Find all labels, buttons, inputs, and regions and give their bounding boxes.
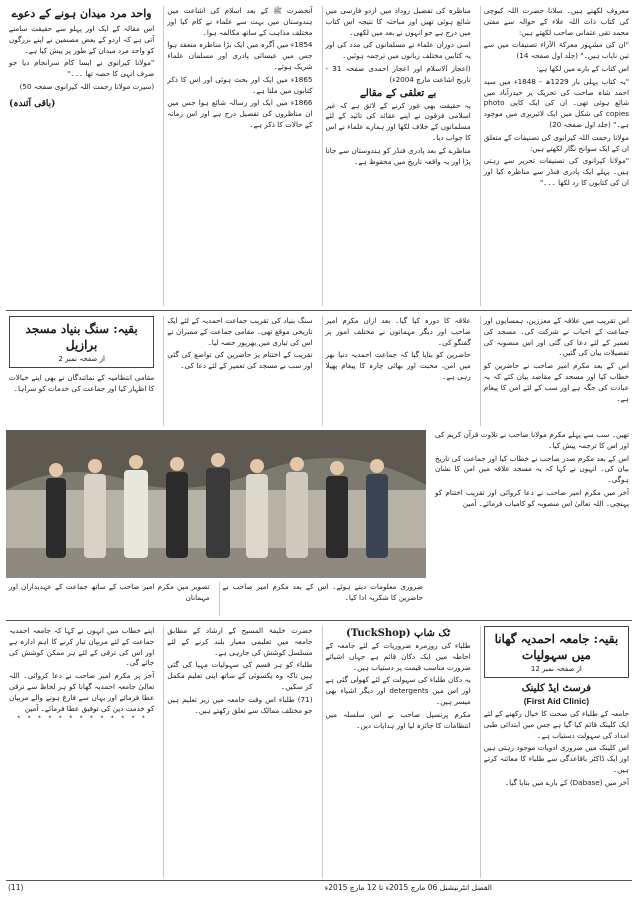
newspaper-page: [6, 6, 632, 896]
end-of-article-stars: * * * * * * * * * * * * *: [16, 716, 147, 725]
continuation-page-ref: از صفحہ نمبر 2: [58, 355, 105, 363]
paragraph: تقریب کے اختتام پر حاضرین کی تواضع کی گئی اور سب نے مسجد کی تعمیر کے لئے دعا کی۔: [167, 350, 313, 371]
middle-section: [6, 316, 632, 616]
article-subheading-english: (First Aid Clinic): [523, 696, 590, 706]
photo-caption-column-1: [219, 582, 427, 616]
paragraph: یہ دکان طلباء کی سہولت کے لئے کھولی گئی ہے اور اس میں detergents اور دیگر اشیاء بھی میسر ہیں۔: [325, 675, 471, 706]
top-column-3: [163, 6, 315, 306]
continuation-title: بقیہ: جامعہ احمدیہ گھانا میں سہولیات: [494, 632, 619, 662]
bottom-column-4: [6, 626, 157, 878]
bottom-section: [6, 626, 632, 878]
paragraph: اپنے خطاب میں انہوں نے کہا کہ جامعہ احمدیہ جماعت کے لئے مربیان تیار کرنے کا اہم ادارہ ہے اور اس کی ترقی کے لئے ہر ممکن کوشش کی جائے گی۔: [9, 626, 155, 668]
paragraph: آخر میں (Dabase) کے بارے میں بتایا گیا۔: [504, 777, 629, 787]
middle-column-4: [6, 316, 157, 426]
paragraph: "یہ کتاب پہلی بار 1229ھ - 1848ء میں سید احمد شاہ صاحب کی تحریک پر حیدرآباد میں شائع ہوئی تھی۔ ان کی ایک کاپی photo copies کی شکل میں ایک لائبریری میں موجود ہے۔" (جلد اول صفحہ 20): [483, 76, 630, 129]
paragraph: اس کے بعد مکرم صدر صاحب نے خطاب کیا اور جماعت کی تاریخ بیان کی۔ انہوں نے کہا کہ یہ مسجد علاقہ میں امن کا نشان ہوگی۔: [435, 453, 629, 485]
middle-column-2: [322, 316, 474, 426]
continuation-box: [484, 626, 629, 678]
middle-column-3: [163, 316, 315, 426]
paragraph: مولانا رحمت اللہ کیرانوی کی تصنیفات کے متعلق ان کے ایک سوانح نگار لکھتے ہیں:: [483, 132, 629, 153]
paragraph: "مولانا کیرانوی نے ایسا کام سرانجام دیا جو صرف انہی کا حصہ تھا ۔۔۔": [9, 58, 155, 79]
paragraph: اس کتاب کے بارے میں لکھا ہے:: [536, 63, 629, 73]
continued-label: (باقی آئندہ): [9, 98, 56, 109]
continuation-title: بقیہ: سنگ بنیاد مسجد برازیل: [25, 322, 138, 352]
article-title: واحد مرد میدان ہونے کے دعوے: [11, 7, 152, 20]
top-column-1: [480, 6, 632, 306]
continuation-box: [9, 316, 154, 368]
paragraph: اس کے بعد مکرم امیر صاحب نے حاضرین کو خطاب کیا اور مسجد کے مقاصد بیان کئے کہ یہ عبادت کی جگہ ہے اور سب کے لئے امن کا پیغام ہے۔: [483, 361, 629, 403]
heading-english: (TuckShop): [346, 628, 411, 639]
photo-caption-column-2: [6, 582, 213, 616]
bottom-column-1: [480, 626, 632, 878]
paragraph: طلباء کی روزمرہ ضروریات کے لئے جامعہ کے احاطہ میں ایک دکان قائم ہے جہاں اشیائے ضرورت مناسب قیمت پر دستیاب ہیں۔: [325, 641, 471, 672]
paragraph: حضرت خلیفۃ المسیح کے ارشاد کے مطابق جامعہ میں تعلیمی معیار بلند کرنے کے لئے مسلسل کوشش کی جارہی ہے۔: [167, 626, 313, 657]
bottom-column-3: [163, 626, 315, 878]
paragraph: علاقہ کا دورہ کیا گیا۔ بعد ازاں مکرم امیر صاحب اور دیگر مہمانوں نے مختلف امور پر گفتگو کی۔: [325, 316, 471, 347]
paragraph: آخر پر مکرم امیر صاحب نے دعا کروائی۔ اللہ تعالیٰ جامعہ احمدیہ گھانا کو ہر لحاظ سے ترقی عطا فرمائے اور یہاں سے فارغ ہونے والے مربیان کو خدمت دین کی توفیق عطا فرمائے۔ آمین: [9, 671, 155, 713]
paragraph: یہ حقیقت بھی غور کرنے کے لائق ہے کہ غیر اسلامی فرقوں نے اپنے عقائد کی تائید کے لئے مسلمانوں کے خلاف لکھا اور ہمارے علماء نے اس کا جواب دیا۔: [325, 100, 471, 142]
paragraph: طلباء کو ہر قسم کی سہولیات مہیا کی گئی ہیں تاکہ وہ یکسوئی کے ساتھ اپنی تعلیم مکمل کر سکیں۔: [167, 660, 313, 691]
top-column-4: [6, 6, 157, 306]
top-column-2: [322, 6, 474, 306]
paragraph: 1866ء میں ایک اور رسالہ شائع ہوا جس میں ان مناظروں کی تفصیل درج ہے اور اس زمانہ کے حالات کا ذکر ہے۔: [167, 98, 313, 129]
paragraph: جامعہ کے طلباء کی صحت کا خیال رکھنے کے لئے ایک کلینک قائم کیا گیا ہے جس میں ابتدائی طبی امداد کی سہولت دستیاب ہے۔: [483, 709, 629, 740]
paragraph: 1865ء میں ایک اور بحث ہوئی اور اس کا ذکر کتابوں میں ملتا ہے۔: [167, 74, 313, 95]
middle-column-right: [432, 430, 632, 616]
paragraph: اس مقالہ کے ایک اور پہلو سے حقیقت سامنے آتی ہے کہ اردو کے بعض مصنفین نے اپنے بزرگوں کو واحد مرد میدان کے طور پر پیش کیا ہے۔: [9, 24, 155, 55]
paragraph: آخر میں مکرم امیر صاحب نے دعا کروائی اور تقریب اختتام کو پہنچی۔ اللہ تعالیٰ اس منصوبہ کو کامیاب فرمائے۔ آمین: [435, 487, 629, 508]
paragraph: اس کلینک میں ضروری ادویات موجود رہتی ہیں اور ایک ڈاکٹر باقاعدگی سے طلباء کا معائنہ کرتے ہیں۔: [483, 743, 629, 774]
footer-divider: [6, 880, 632, 881]
paragraph: (71) طلباء اس وقت جامعہ میں زیر تعلیم ہیں جو مختلف ممالک سے تعلق رکھتے ہیں۔: [167, 694, 313, 715]
article-subheading: بے تعلقی کے مقالے: [359, 87, 437, 99]
continuation-page-ref: از صفحہ نمبر 12: [530, 665, 582, 673]
group-photo: [6, 430, 426, 578]
paragraph: اس تقریب میں علاقہ کے معززین، ہمسایوں اور جماعت کے احباب نے شرکت کی۔ مسجد کی تعمیر کے لئے دعا کی گئی اور اس منصوبہ کی تفصیلات بیان کی گئیں۔: [483, 316, 629, 358]
photo-caption: تصویر میں مکرم امیر صاحب کے ساتھ جماعت کے عہدیداران اور مہمانان: [9, 582, 210, 602]
paragraph: مناظرہ کی تفصیل روداد میں اردو فارسی میں شائع ہوئی تھیں اور مباحثہ کا نتیجہ اس کتاب میں درج ہے جو انہوں نے بعد میں لکھی۔: [325, 6, 471, 37]
paragraph: حاضرین کو بتایا گیا کہ جماعت احمدیہ دنیا بھر میں امن، محبت اور بھائی چارہ کا پیغام پھیلا رہی ہے۔: [325, 350, 471, 381]
paragraph: مکرم پرنسپل صاحب نے اس سلسلہ میں انتظامات کا جائزہ لیا اور ہدایات دیں۔: [325, 709, 471, 730]
paragraph: اسی دوران علماء نے مسلمانوں کی مدد کی اور یہ کتابیں مختلف زبانوں میں ترجمہ ہوئیں۔: [325, 40, 471, 61]
paragraph: "ان کی مشہور معرکۃ الآراء تصنیفات میں سے تین نایاب ہیں۔" (جلد اول صفحہ 14): [483, 40, 629, 61]
paragraph: سنگ بنیاد کی تقریب جماعت احمدیہ کے لئے ایک تاریخی موقع تھی۔ مقامی جماعت کے ممبران نے اس کی تیاری میں بھرپور حصہ لیا۔: [167, 316, 313, 347]
photo-caption: ضروری معلومات دیتے ہوئے۔ اس کے بعد مکرم امیر صاحب نے حاضرین کا شکریہ ادا کیا۔: [222, 582, 423, 602]
paragraph: "مولانا کیرانوی کی تصنیفات تحریر سے رہتی ہیں۔ پہلے ایک پادری فنڈر سے مناظرہ کیا اور ان کی کتابوں کا رد لکھا ۔۔۔": [483, 156, 629, 187]
bottom-column-2: [322, 626, 474, 878]
article-subheading: [326, 628, 471, 639]
issue-line: الفضل انٹرنیشنل 06 مارچ 2015ء تا 12 مارچ 2015ء: [324, 883, 492, 892]
paragraph: 1854ء میں آگرہ میں ایک بڑا مناظرہ منعقد ہوا جس میں عیسائی پادری اور مسلمان علماء شریک ہوئے۔: [167, 40, 313, 71]
paragraph: (اعجاز الاسلام اور اعجاز احمدی صفحہ 31 - تاریخ اشاعت مارچ 2004ء): [325, 63, 471, 84]
top-section: [6, 6, 632, 306]
paragraph: معروف لکھتے ہیں۔ سلانا حضرت اللہ کیوچی کی کتاب ذات اللہ علاء کے حوالہ سے مفتی محمد تقی عثمانی صاحب لکھتے ہیں:: [483, 6, 629, 37]
paragraph: مناظرے کے بعد پادری فنڈر کو ہندوستان سے جانا پڑا اور یہ واقعہ تاریخ میں محفوظ ہے۔: [325, 145, 471, 166]
article-subheading: فرسٹ ایڈ کلینک: [521, 683, 592, 694]
middle-column-1: [480, 316, 632, 426]
paragraph: (سیرت مولانا رحمت اللہ کیرانوی صفحہ 50): [19, 81, 155, 91]
paragraph: آنحضرت ﷺ کے بعد اسلام کی اشاعت میں ہندوستان میں بہت سے علماء نے کام کیا اور مختلف مذاہب کے ساتھ مکالمہ ہوا۔: [167, 6, 313, 37]
page-number: (11): [8, 883, 24, 892]
paragraph: تھیں۔ سب سے پہلے مکرم مولانا صاحب نے تلاوت قرآن کریم کی اور اس کا ترجمہ پیش کیا۔: [435, 430, 629, 450]
page-footer: [6, 882, 632, 896]
heading-urdu: ٹک شاپ: [414, 628, 451, 639]
section-divider: [6, 620, 632, 621]
section-divider: [6, 310, 632, 311]
paragraph: مقامی انتظامیہ کے نمائندگان نے بھی اپنے خیالات کا اظہار کیا اور جماعت کی خدمات کو سراہا۔: [9, 373, 155, 393]
